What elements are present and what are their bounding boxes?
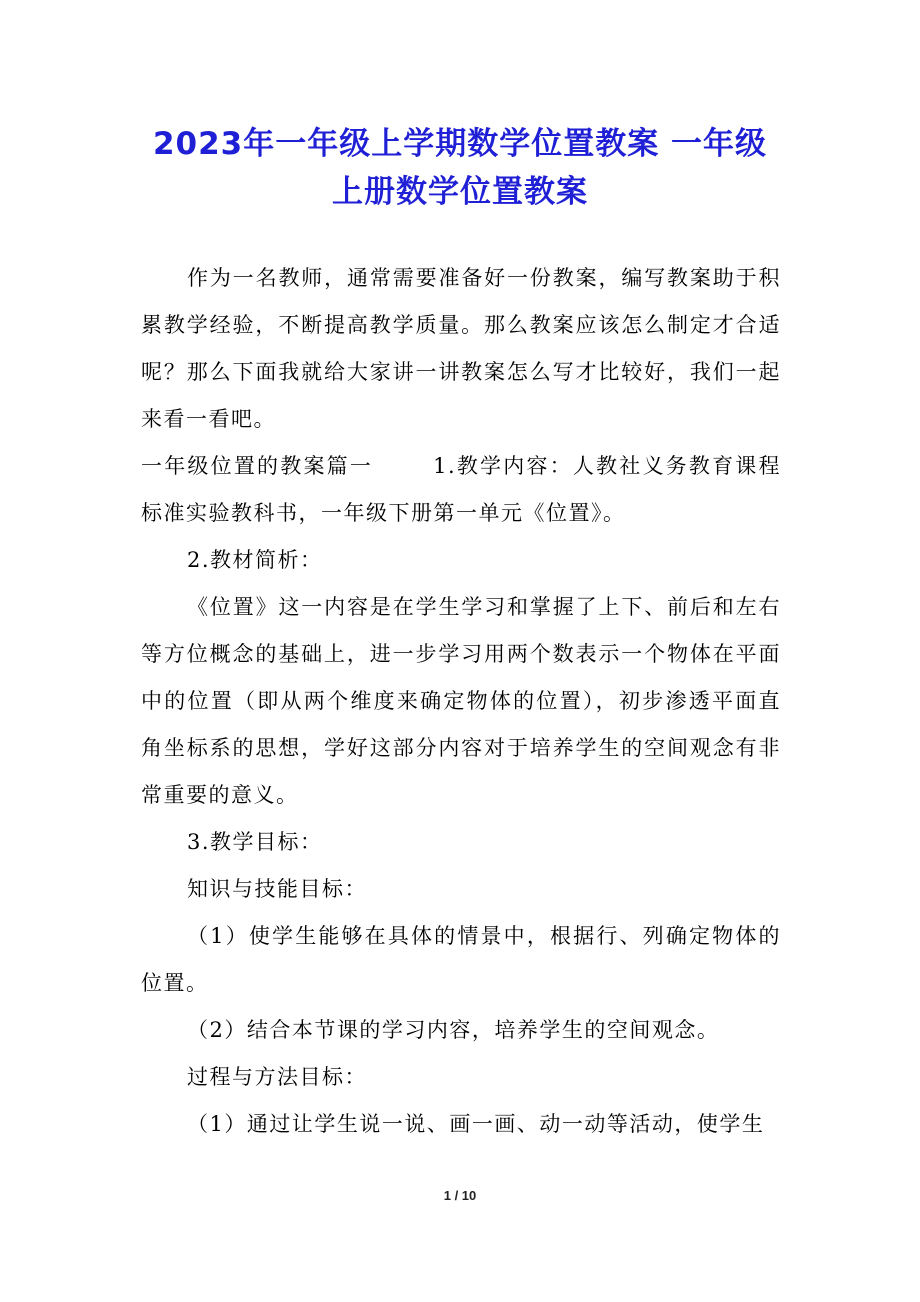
document-title-line-1: 2023年一年级上学期数学位置教案 一年级: [152, 126, 768, 162]
process-item-1: （1）通过让学生说一说、画一画、动一动等活动，使学生: [187, 1112, 765, 1136]
knowledge-item-2: （2）结合本节课的学习内容，培养学生的空间观念。: [187, 1018, 720, 1042]
page-number: 1 / 10: [443, 1188, 477, 1203]
knowledge-heading: 知识与技能目标：: [187, 877, 367, 901]
section-paragraph: [141, 443, 781, 537]
process-heading: 过程与方法目标：: [187, 1065, 367, 1089]
item-3-heading: 3.教学目标：: [187, 830, 323, 854]
item-2-body: 《位置》这一内容是在学生学习和掌握了上下、前后和左右等方位概念的基础上，进一步学习用两个数表示一个物体在平面中的位置（即从两个维度来确定物体的位置），初步渗透平面直角坐标系的思想，学好这部分内容对于培养学生的空间观念有非常重要的意义。: [141, 595, 781, 807]
document-body: [141, 255, 781, 1148]
item-1-text: 1.教学内容：人教社义务教育课程标准实验教科书，一年级下册第一单元《位置》。: [141, 454, 782, 525]
document-title-line-2: 上册数学位置教案: [332, 174, 588, 210]
section-label: 一年级位置的教案篇一: [141, 454, 374, 478]
knowledge-item-1: （1）使学生能够在具体的情景中，根据行、列确定物体的位置。: [141, 924, 781, 995]
item-2-heading: 2.教材简析：: [187, 548, 323, 572]
intro-paragraph: 作为一名教师，通常需要准备好一份教案，编写教案助于积累教学经验，不断提高教学质量。那么教案应该怎么制定才合适呢？那么下面我就给大家讲一讲教案怎么写才比较好，我们一起来看一看吧。: [141, 266, 781, 431]
